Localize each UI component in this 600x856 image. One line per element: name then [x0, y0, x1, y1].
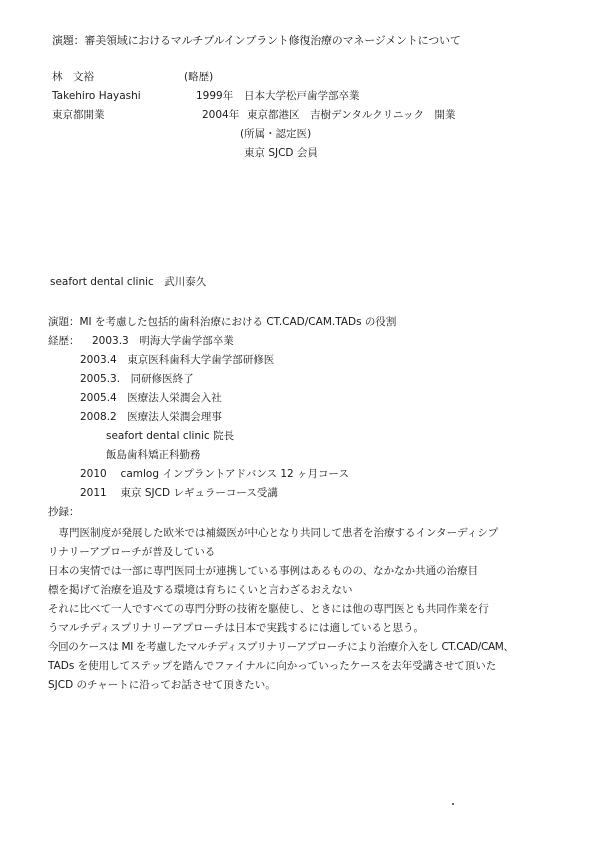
- abstract-line: 標を掲げて治療を追及する環境は育ちにくいと言わざるおえない: [48, 584, 353, 596]
- speaker2-abstract-label: 抄録：: [48, 506, 80, 518]
- speaker1-affiliation-label: (所属・認定医): [240, 128, 312, 140]
- abstract-line: SJCD のチャートに沿ってお話させて頂きたい。: [48, 679, 276, 691]
- abstract-line: うマルチディスプリナリーアプローチは日本で実践するには適していると思う。: [48, 622, 425, 634]
- abstract-line: TADs を使用してステップを踏んでファイナルに向かっていったケースを去年受講させて頂いた: [48, 660, 497, 672]
- speaker2-clinic-name: seafort dental clinic 武川泰久: [50, 276, 207, 288]
- speaker2-career-item: 2003.4 東京医科歯科大学歯学部研修医: [80, 354, 275, 366]
- abstract-line: 日本の実情では一部に専門医同士が連携している事例はあるものの、なかなか共通の治療目: [48, 565, 479, 577]
- speaker1-affiliation: 東京 SJCD 会員: [244, 147, 318, 159]
- speaker2-lecture-title: 演題：MI を考慮した包括的歯科治療における CT.CAD/CAM.TADs の役割: [48, 316, 397, 328]
- abstract-line: 専門医制度が発展した欧米では補綴医が中心となり共同して患者を治療するインターディシプ: [48, 527, 499, 539]
- speaker1-name-roman: Takehiro Hayashi: [52, 90, 141, 102]
- speaker2-career-item: 2008.2 医療法人栄潤会理事: [80, 411, 222, 423]
- speaker1-history-text-1: 日本大学松戸歯学部卒業: [244, 90, 360, 102]
- speaker2-career-item: 2003.3 明海大学歯学部卒業: [92, 335, 234, 347]
- speaker2-career-item: 2005.4 医療法人栄潤会入社: [80, 392, 222, 404]
- speaker1-lecture-title: 演題：審美領域におけるマルチプルインプラント修復治療のマネージメントについて: [52, 34, 461, 47]
- speaker2-career-item: 飯島歯科矯正科勤務: [106, 449, 201, 461]
- speaker1-history-year-2: 2004年: [202, 109, 240, 121]
- speaker1-history-year-1: 1999年: [196, 90, 234, 102]
- scan-speck: [452, 803, 454, 805]
- speaker1-name: 林 文裕: [52, 71, 94, 83]
- abstract-line: リナリーアプローチが普及している: [48, 546, 216, 558]
- abstract-line: それに比べて一人ですべての専門分野の技術を駆使し、ときには他の専門医とも共同作業を行: [48, 603, 489, 615]
- speaker2-career-item: 2010 camlog インプラントアドバンス 12 ヶ月コース: [80, 468, 350, 480]
- speaker2-career-item: 2011 東京 SJCD レギュラーコース受講: [80, 487, 278, 499]
- speaker2-career-item: seafort dental clinic 院長: [106, 430, 235, 442]
- speaker1-region: 東京都開業: [52, 109, 105, 121]
- abstract-line: 今回のケースは MI を考慮したマルチディスプリナリーアプローチにより治療介入をし CT.CAD/CAM、: [48, 641, 514, 653]
- speaker1-history-text-2: 東京都港区 吉樹デンタルクリニック 開業: [247, 109, 456, 121]
- speaker1-history-label: (略歴): [184, 71, 214, 83]
- speaker2-career-label: 経歴：: [48, 335, 80, 347]
- speaker2-career-item: 2005.3. 同研修医終了: [80, 373, 194, 385]
